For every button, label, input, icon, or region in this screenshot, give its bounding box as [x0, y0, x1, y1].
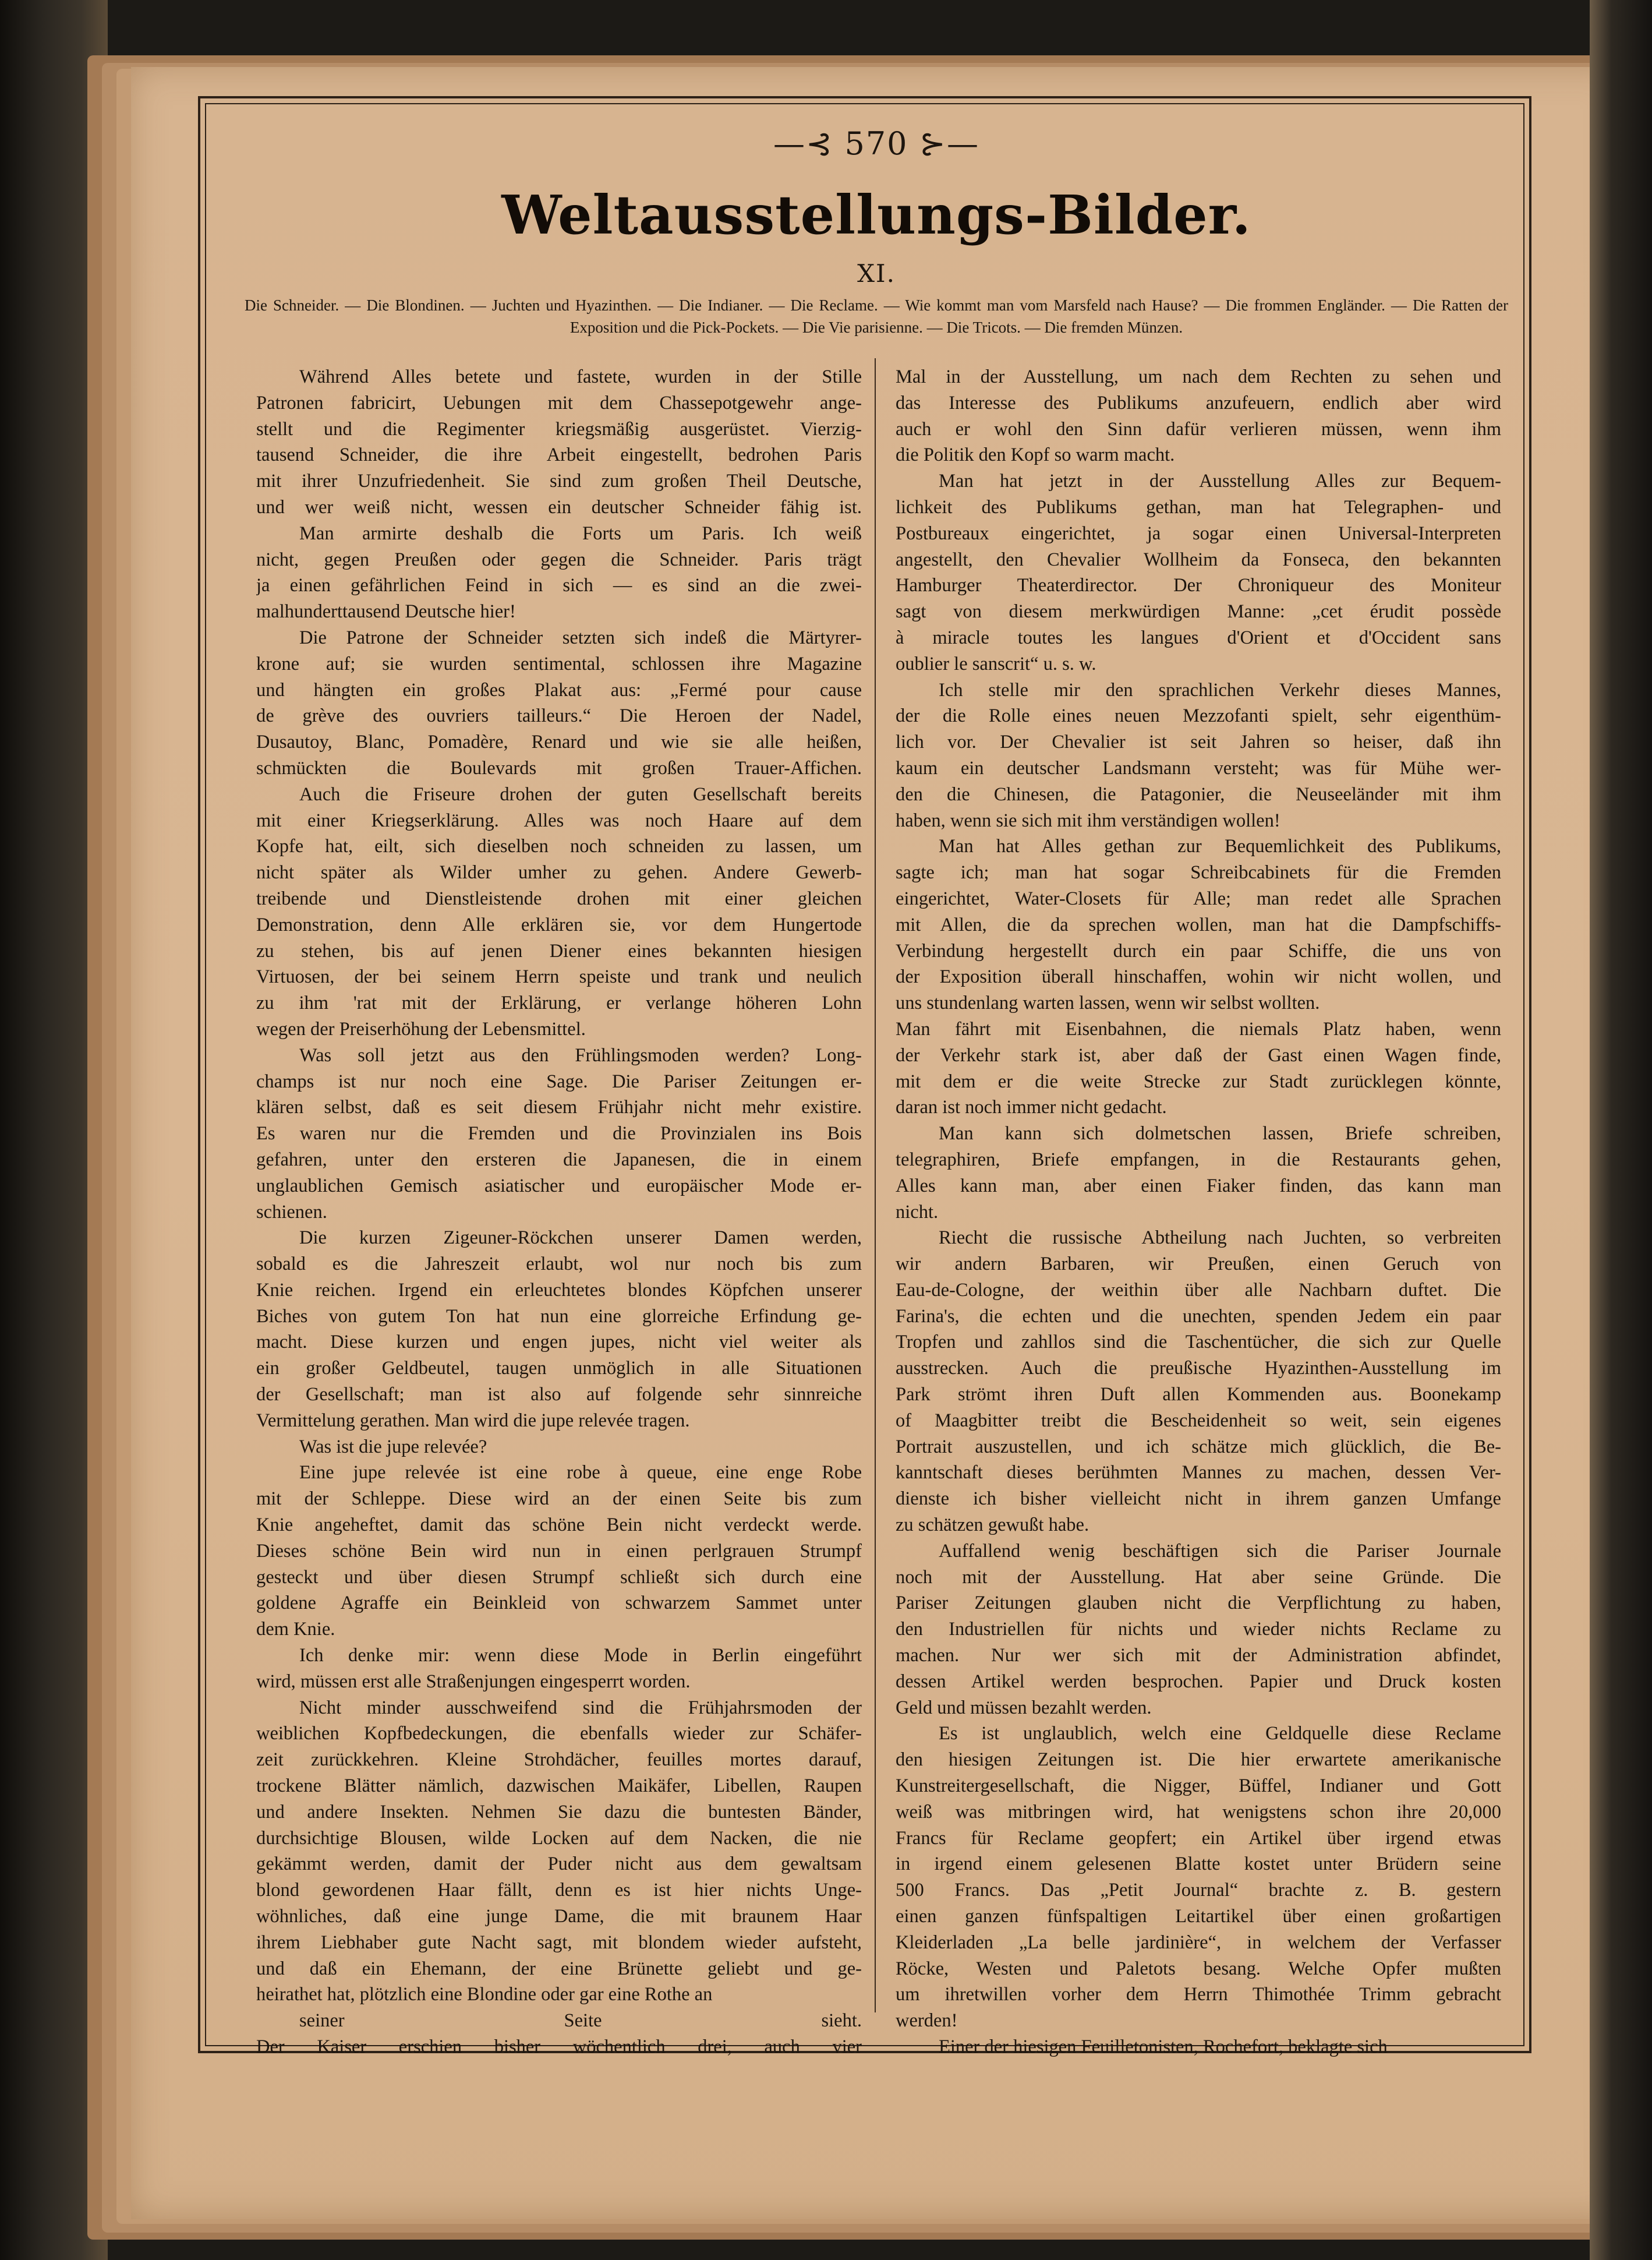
text-line: à miracle toutes les langues d'Orient et d'Occident sans: [896, 627, 1501, 648]
text-line: blond gewordenen Haar fällt, denn es ist hier nichts Unge-: [256, 1880, 862, 1901]
text-line: Knie reichen. Irgend ein erleuchtetes blondes Köpfchen unserer: [256, 1279, 862, 1301]
text-line: den die Chinesen, die Patagonier, die Neuseeländer mit ihm: [896, 783, 1501, 805]
text-line: dessen Artikel werden besprochen. Papier und Druck kosten: [896, 1671, 1501, 1692]
text-line: Dieses schöne Bein wird nun in einen perlgrauen Strumpf: [256, 1540, 862, 1562]
text-line: Man fährt mit Eisenbahnen, die niemals Platz haben, wenn: [896, 1018, 1501, 1040]
text-line: Man hat Alles gethan zur Bequemlichkeit des Publikums,: [939, 836, 1501, 857]
text-line: der Verkehr stark ist, aber daß der Gast einen Wagen finde,: [896, 1044, 1501, 1066]
text-line: zu schätzen gewußt habe.: [896, 1514, 1089, 1536]
text-line: unglaublichen Gemisch asiatischer und europäischer Mode er-: [256, 1175, 862, 1196]
text-line: und daß ein Ehemann, der eine Brünette geliebt und ge-: [256, 1958, 862, 1979]
text-line: Nicht minder ausschweifend sind die Frühjahrsmoden der: [299, 1697, 862, 1718]
column-divider: [875, 358, 876, 2012]
text-line: telegraphiren, Briefe empfangen, in die Restaurants gehen,: [896, 1149, 1501, 1170]
text-line: Dusautoy, Blanc, Pomadère, Renard und wie sie alle heißen,: [256, 732, 862, 753]
text-line: haben, wenn sie sich mit ihm verständigen wollen!: [896, 810, 1280, 831]
page-content: [245, 119, 1508, 2057]
chapter-number: XI.: [857, 259, 896, 288]
text-line: eingerichtet, Water-Closets für Alle; man redet alle Sprachen: [896, 888, 1501, 909]
text-line: den hiesigen Zeitungen ist. Die hier erwartete amerikanische: [896, 1749, 1501, 1771]
text-line: der Exposition überall hinschaffen, wohin wir nicht wollen, und: [896, 966, 1501, 988]
text-line: wöhnliches, daß eine junge Dame, die mit braunem Haar: [256, 1906, 862, 1927]
text-line: de grève des ouvriers tailleurs.“ Die Heroen der Nadel,: [256, 705, 862, 727]
text-line: und wer weiß nicht, wessen ein deutscher Schneider fähig ist.: [256, 496, 862, 518]
text-line: weiblichen Kopfbedeckungen, die ebenfalls wieder zur Schäfer-: [256, 1723, 862, 1745]
text-line: einen ganzen fünfspaltigen Leitartikel über einen großartigen: [896, 1906, 1501, 1927]
text-line: trockene Blätter nämlich, dazwischen Maikäfer, Libellen, Raupen: [256, 1775, 862, 1797]
text-line: gefahren, unter den ersteren die Japanesen, die in einem: [256, 1149, 862, 1170]
text-line: stellt und die Regimenter kriegsmäßig ausgerüstet. Vierzig-: [256, 418, 862, 440]
text-line: auch er wohl den Sinn dafür verlieren müssen, wenn ihm: [896, 418, 1501, 440]
text-line: Farina's, die echten und die unechten, spenden Jedem ein paar: [896, 1305, 1501, 1327]
text-line: sagt von diesem merkwürdigen Manne: „cet érudit possède: [896, 601, 1501, 623]
text-line: Geld und müssen bezahlt werden.: [896, 1697, 1152, 1718]
text-line: ausstrecken. Auch die preußische Hyazinthen-Ausstellung im: [896, 1358, 1501, 1379]
text-line: Es waren nur die Fremden und die Provinzialen ins Bois: [256, 1123, 862, 1145]
text-line: in irgend einem gelesenen Blatte kostet unter Brüdern seine: [896, 1853, 1501, 1875]
text-line: Man hat jetzt in der Ausstellung Alles zur Bequem-: [939, 471, 1501, 492]
text-line: ein großer Geldbeutel, taugen unmöglich in alle Situationen: [256, 1358, 862, 1379]
text-line: und hängten ein großes Plakat aus: „Fermé pour cause: [256, 679, 862, 701]
text-line: treibende und Dienstleistende drohen mit einer gleichen: [256, 888, 862, 909]
text-line: mit Allen, die da sprechen wollen, man hat die Dampfschiffs-: [896, 914, 1501, 935]
text-line: lichkeit des Publikums gethan, man hat Telegraphen- und: [896, 496, 1501, 518]
text-line: wegen der Preiserhöhung der Lebensmittel.: [256, 1018, 586, 1040]
text-line: Während Alles betete und fastete, wurden in der Stille: [299, 366, 862, 387]
text-line: mit dem er die weite Strecke zur Stadt zurücklegen könnte,: [896, 1071, 1501, 1092]
text-line: weiß was mitbringen wird, hat wenigstens schon ihre 20,000: [896, 1801, 1501, 1823]
text-line: malhunderttausend Deutsche hier!: [256, 601, 516, 623]
text-line: Kunstreitergesellschaft, die Nigger, Büffel, Indianer und Gott: [896, 1775, 1501, 1797]
text-line: Virtuosen, der bei seinem Herrn speiste und trank und neulich: [256, 966, 862, 988]
text-line: Eau-de-Cologne, der weithin über alle Nachbarn duftet. Die: [896, 1279, 1501, 1301]
text-line: daran ist noch immer nicht gedacht.: [896, 1097, 1167, 1118]
text-line: nicht später als Wilder umher zu gehen. Andere Gewerb-: [256, 862, 862, 884]
text-line: kanntschaft dieses berühmten Mannes zu machen, dessen Ver-: [896, 1462, 1501, 1484]
book-binding-right: [1590, 0, 1652, 2260]
text-line: mit ihrer Unzufriedenheit. Sie sind zum großen Theil Deutsche,: [256, 471, 862, 492]
right-column: [896, 364, 1501, 2060]
text-line: ihrem Liebhaber gute Nacht sagt, mit blondem wieder aufsteht,: [256, 1931, 862, 1953]
text-line: Kleiderladen „La belle jardinière“, in welchem der Verfasser: [896, 1931, 1501, 1953]
text-line: Patronen fabricirt, Uebungen mit dem Chassepotgewehr ange-: [256, 392, 862, 414]
text-line: Demonstration, denn Alle erklären sie, vor dem Hungertode: [256, 914, 862, 935]
text-line: Auffallend wenig beschäftigen sich die Pariser Journale: [939, 1540, 1501, 1562]
text-line: Ich stelle mir den sprachlichen Verkehr dieses Mannes,: [939, 679, 1501, 701]
text-line: oublier le sanscrit“ u. s. w.: [896, 653, 1096, 675]
page-number: —⊰ 570 ⊱—: [773, 125, 979, 162]
text-line: nicht, gegen Preußen oder gegen die Schneider. Paris trägt: [256, 549, 862, 570]
text-line: champs ist nur noch eine Sage. Die Pariser Zeitungen er-: [256, 1071, 862, 1092]
left-column: [256, 364, 862, 2060]
text-line: mit einer Kriegserklärung. Alles was noch Haare auf dem: [256, 810, 862, 831]
text-line: Park strömt ihren Duft allen Kommenden aus. Boonekamp: [896, 1384, 1501, 1406]
text-line: um ihretwillen vorher dem Herrn Thimothée Trimm gebracht: [896, 1984, 1501, 2005]
text-line: Ich denke mir: wenn diese Mode in Berlin eingeführt: [299, 1645, 862, 1666]
text-line: wir andern Barbaren, wir Preußen, einen Geruch von: [896, 1253, 1501, 1275]
text-line: seiner Seite sieht.: [299, 2010, 862, 2032]
text-line: Auch die Friseure drohen der guten Gesellschaft bereits: [299, 783, 862, 805]
text-line: zu stehen, bis auf jenen Diener eines bekannten hiesigen: [256, 940, 862, 962]
text-line: Portrait auszustellen, und ich schätze mich glücklich, die Be-: [896, 1436, 1501, 1457]
text-line: gesteckt und über diesen Strumpf schließt sich durch eine: [256, 1566, 862, 1588]
text-line: angestellt, den Chevalier Wollheim da Fonseca, den bekannten: [896, 549, 1501, 570]
text-line: Vermittelung gerathen. Man wird die jupe relevée tragen.: [256, 1410, 690, 1431]
text-line: Tropfen und zahllos sind die Taschentücher, die sich zur Quelle: [896, 1332, 1501, 1353]
text-line: Verbindung hergestellt durch ein paar Schiffe, die uns von: [896, 940, 1501, 962]
text-line: Man armirte deshalb die Forts um Paris. Ich weiß: [299, 522, 862, 544]
text-line: Mal in der Ausstellung, um nach dem Rechten zu sehen und: [896, 366, 1501, 387]
text-line: schienen.: [256, 1201, 327, 1223]
text-line: uns stundenlang warten lassen, wenn wir selbst wollten.: [896, 993, 1320, 1014]
text-line: zeit zurückkehren. Kleine Strohdächer, feuilles mortes darauf,: [256, 1749, 862, 1771]
text-line: klären selbst, daß es seit diesem Frühjahr nicht mehr existire.: [256, 1097, 862, 1118]
text-line: Kopfe hat, eilt, sich dieselben noch schneiden zu lassen, um: [256, 836, 862, 857]
text-line: machen. Nur wer sich mit der Administration abfindet,: [896, 1645, 1501, 1666]
text-line: Der Kaiser erschien bisher wöchentlich drei, auch vier: [256, 2036, 862, 2057]
text-line: lich vor. Der Chevalier ist seit Jahren so heiser, daß ihn: [896, 732, 1501, 753]
text-line: Es ist unglaublich, welch eine Geldquelle diese Reclame: [939, 1723, 1501, 1745]
text-line: Eine jupe relevée ist eine robe à queue, eine enge Robe: [299, 1462, 862, 1484]
text-line: sobald es die Jahreszeit erlaubt, wol nur noch bis zum: [256, 1253, 862, 1275]
text-line: Riecht die russische Abtheilung nach Juchten, so verbreiten: [939, 1227, 1501, 1249]
text-line: goldene Agraffe ein Beinkleid von schwarzem Sammet unter: [256, 1592, 862, 1614]
text-line: der die Rolle eines neuen Mezzofanti spielt, sehr eigenthüm-: [896, 705, 1501, 727]
article-summary: Die Schneider. — Die Blondinen. — Juchten und Hyazinthen. — Die Indianer. — Die Reclame. — Wie kommt man vom Marsfeld nach Hause? — Die frommen Engländer. — Die Ratten der Exposition und die Pick-Pockets. — Die Vie parisienne. — Die Tricots. — Die fremden Münzen.: [245, 296, 1508, 336]
text-line: schmückten die Boulevards mit großen Trauer-Affichen.: [256, 757, 862, 779]
text-line: Die Patrone der Schneider setzten sich indeß die Märtyrer-: [299, 627, 862, 648]
text-line: Man kann sich dolmetschen lassen, Briefe schreiben,: [939, 1123, 1501, 1145]
text-line: Biches von gutem Ton hat nun eine glorreiche Erfindung ge-: [256, 1305, 862, 1327]
text-line: Postbureaux eingerichtet, ja sogar einen Universal-Interpreten: [896, 522, 1501, 544]
text-line: Alles kann man, aber einen Fiaker finden, das kann man: [896, 1175, 1501, 1196]
text-line: Francs für Reclame geopfert; ein Artikel über irgend etwas: [896, 1827, 1501, 1849]
text-line: nicht.: [896, 1201, 939, 1223]
text-line: 500 Francs. Das „Petit Journal“ brachte z. B. gestern: [896, 1880, 1501, 1901]
text-line: noch mit der Ausstellung. Hat aber seine Gründe. Die: [896, 1566, 1501, 1588]
text-line: zu ihm 'rat mit der Erklärung, er verlange höheren Lohn: [256, 993, 862, 1014]
text-line: macht. Diese kurzen und engen jupes, nicht viel weiter als: [256, 1332, 862, 1353]
text-line: dem Knie.: [256, 1619, 335, 1640]
text-line: Was soll jetzt aus den Frühlingsmoden werden? Long-: [299, 1044, 862, 1066]
text-line: Hamburger Theaterdirector. Der Chroniqueur des Moniteur: [896, 575, 1501, 596]
text-line: der Gesellschaft; man ist also auf folgende sehr sinnreiche: [256, 1384, 862, 1406]
text-line: werden!: [896, 2010, 958, 2032]
text-line: Was ist die jupe relevée?: [299, 1436, 487, 1457]
text-line: und andere Insekten. Nehmen Sie dazu die buntesten Bänder,: [256, 1801, 862, 1823]
text-line: ja einen gefährlichen Feind in sich — es sind an die zwei-: [256, 575, 862, 596]
text-line: krone auf; sie wurden sentimental, schlossen ihre Magazine: [256, 653, 862, 675]
text-line: Pariser Zeitungen glauben nicht die Verpflichtung zu haben,: [896, 1592, 1501, 1614]
text-line: of Maagbitter treibt die Bescheidenheit so weit, sein eigenes: [896, 1410, 1501, 1431]
text-line: Knie angeheftet, damit das schöne Bein nicht verdeckt werde.: [256, 1514, 862, 1536]
text-line: sagte ich; man hat sogar Schreibcabinets für die Fremden: [896, 862, 1501, 884]
text-line: kaum ein deutscher Landsmann versteht; was für Mühe wer-: [896, 757, 1501, 779]
text-line: heirathet hat, plötzlich eine Blondine oder gar eine Rothe an: [256, 1984, 713, 2005]
text-line: Einer der hiesigen Feuilletonisten, Rochefort, beklagte sich: [939, 2036, 1388, 2057]
text-line: den Industriellen für nichts und wieder nichts Reclame zu: [896, 1619, 1501, 1640]
text-line: mit der Schleppe. Diese wird an der einen Seite bis zum: [256, 1488, 862, 1510]
text-line: wird, müssen erst alle Straßenjungen eingesperrt worden.: [256, 1671, 691, 1692]
text-line: tausend Schneider, die ihre Arbeit eingestellt, bedrohen Paris: [256, 444, 862, 466]
text-line: durchsichtige Blousen, wilde Locken auf dem Nacken, die nie: [256, 1827, 862, 1849]
text-line: das Interesse des Publikums anzufeuern, endlich aber wird: [896, 392, 1501, 414]
text-line: dienste ich bisher vielleicht nicht in ihrem ganzen Umfange: [896, 1488, 1501, 1510]
text-line: die Politik den Kopf so warm macht.: [896, 444, 1175, 466]
text-line: Röcke, Westen und Paletots besang. Welche Opfer mußten: [896, 1958, 1501, 1979]
text-line: gekämmt werden, damit der Puder nicht aus dem gewaltsam: [256, 1853, 862, 1875]
text-line: Die kurzen Zigeuner-Röckchen unserer Damen werden,: [299, 1227, 862, 1249]
article-title: Weltausstellungs-Bilder.: [501, 183, 1251, 246]
